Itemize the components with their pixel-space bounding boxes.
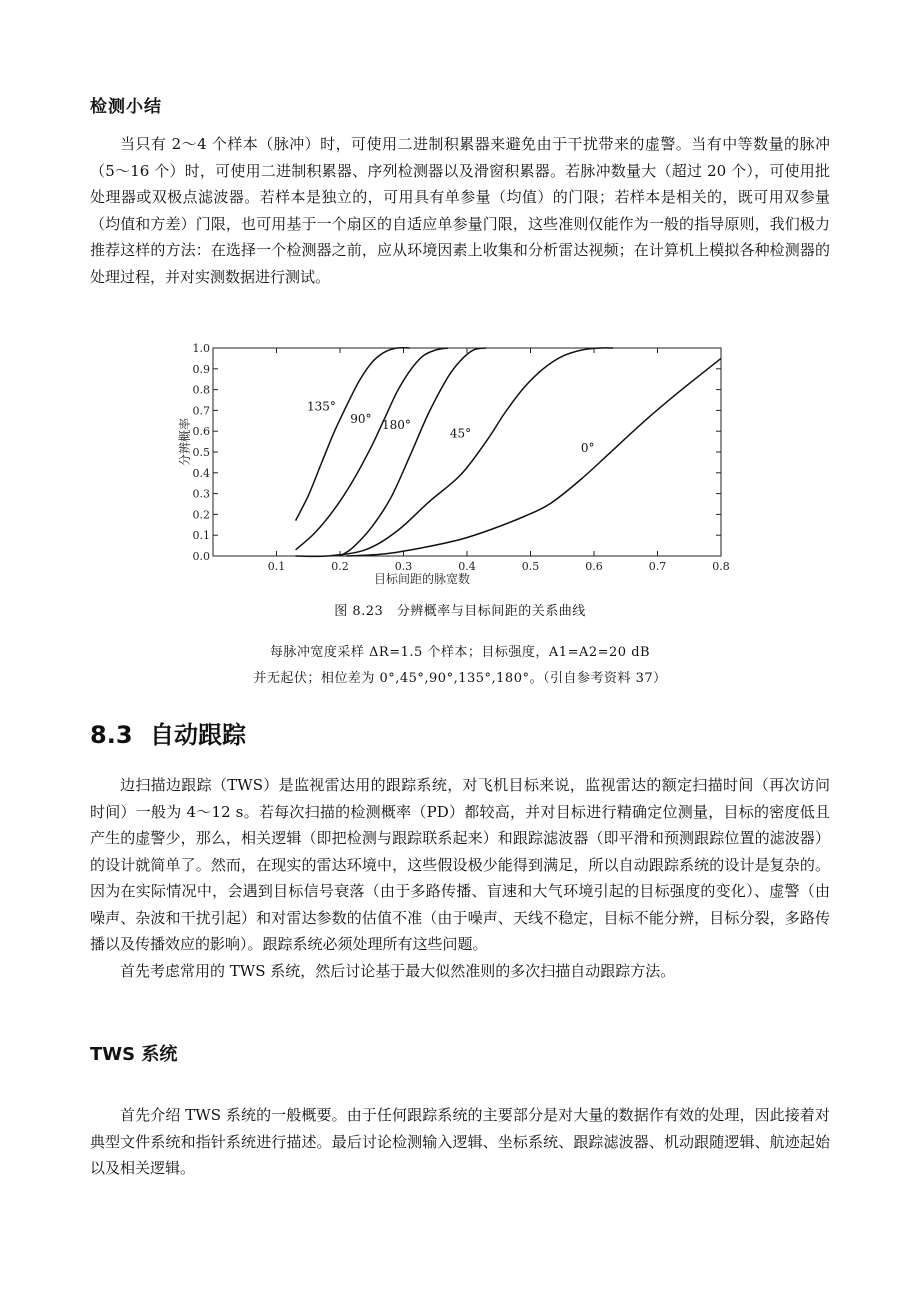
curve-label-4: 0°	[580, 441, 595, 455]
tws-intro-paragraph-2: 首先考虑常用的 TWS 系统，然后讨论基于最大似然准则的多次扫描自动跟踪方法。	[120, 961, 676, 980]
summary-heading: 检测小结	[90, 97, 162, 117]
y-tick-label: 0.6	[192, 425, 210, 439]
x-tick-label: 0.7	[648, 560, 667, 573]
y-tick-label: 1.0	[192, 342, 210, 355]
y-tick-label: 0.9	[192, 362, 210, 376]
tws-subheading: TWS 系统	[90, 1044, 178, 1065]
x-axis-label: 目标间距的脉宽数	[373, 572, 471, 586]
figure-8-23	[165, 338, 745, 600]
summary-paragraph	[90, 131, 830, 290]
y-tick-label: 0.7	[192, 404, 210, 418]
tws-system-block	[90, 1102, 830, 1182]
figure-note-line-1: 每脉冲宽度采样 ΔR=1.5 个样本；目标强度，A1=A2=20 dB	[269, 645, 651, 660]
resolution-probability-chart	[165, 338, 745, 600]
y-tick-label: 0.0	[192, 550, 210, 563]
curve-label-2: 180°	[381, 418, 411, 433]
y-tick-label: 0.8	[192, 383, 210, 397]
curve-3	[296, 348, 613, 557]
y-tick-label: 0.1	[192, 529, 210, 543]
summary-text: 当只有 2～4 个样本（脉冲）时，可使用二进制积累器来避免由于干扰带来的虚警。当有中等数量的脉冲（5～16 个）时，可使用二进制积累器、序列检测器以及滑窗积累器。若脉冲数量大（超过 20 个），可使用批处理器或双极点滤波器。若样本是独立的，可用具有单参量（均值）的门限；若样本是相关的，既可用双参量（均值和方差）门限，也可用基于一个扇区的自适应单参量门限，这些准则仅能作为一般的指导原则，我们极力推荐这样的方法：在选择一个检测器之前，应从环境因素上收集和分析雷达视频；在计算机上模拟各种检测器的处理过程，并对实测数据进行测试。	[90, 135, 830, 286]
x-tick-label: 0.4	[458, 560, 476, 573]
plot-frame	[213, 348, 721, 556]
x-tick-label: 0.6	[585, 560, 603, 573]
curve-label-1: 90°	[350, 411, 372, 426]
x-tick-label: 0.8	[712, 560, 730, 573]
y-tick-label: 0.2	[192, 508, 210, 522]
curve-label-0: 135°	[306, 399, 336, 414]
section-title: 自动跟踪	[150, 721, 246, 749]
x-tick-label: 0.2	[331, 560, 349, 573]
y-axis-label: 分辨概率	[178, 417, 192, 467]
x-tick-label: 0.5	[521, 560, 540, 573]
figure-note-line-2: 并无起伏；相位差为 0°,45°,90°,135°,180°。（引自参考资料 37）	[253, 671, 667, 686]
y-tick-label: 0.5	[192, 446, 210, 459]
section-heading	[90, 715, 246, 750]
curve-1	[296, 348, 448, 550]
curve-2	[340, 348, 486, 556]
section-number: 8.3	[90, 721, 133, 749]
curve-label-3: 45°	[449, 426, 472, 441]
y-tick-label: 0.3	[192, 487, 210, 501]
tws-system-paragraph: 首先介绍 TWS 系统的一般概要。由于任何跟踪系统的主要部分是对大量的数据作有效的处理，因此接着对典型文件系统和指针系统进行描述。最后讨论检测输入逻辑、坐标系统、跟踪滤波器、机动跟随逻辑、航迹起始以及相关逻辑。	[90, 1106, 830, 1177]
figure-caption: 图 8.23 分辨概率与目标间距的关系曲线	[334, 604, 586, 619]
x-tick-label: 0.3	[394, 560, 413, 573]
y-tick-label: 0.4	[192, 466, 210, 480]
x-tick-label: 0.1	[267, 560, 286, 573]
tws-intro-block	[90, 772, 830, 984]
tws-intro-paragraph: 边扫描边跟踪（TWS）是监视雷达用的跟踪系统，对飞机目标来说，监视雷达的额定扫描时间（再次访问时间）一般为 4～12 s。若每次扫描的检测概率（PD）都较高，并对目标进行精确定位测量，目标的密度低且产生的虚警少，那么，相关逻辑（即把检测与跟踪联系起来）和跟踪滤波器（即平滑和预测跟踪位置的滤波器）的设计就简单了。然而，在现实的雷达环境中，这些假设极少能得到满足，所以自动跟踪系统的设计是复杂的。因为在实际情况中，会遇到目标信号衰落（由于多路传播、盲速和大气环境引起的目标强度的变化）、虚警（由噪声、杂波和干扰引起）和对雷达参数的估值不准（由于噪声、天线不稳定，目标不能分辨，目标分裂，多路传播以及传播效应的影响）。跟踪系统必须处理所有这些问题。	[90, 776, 830, 953]
